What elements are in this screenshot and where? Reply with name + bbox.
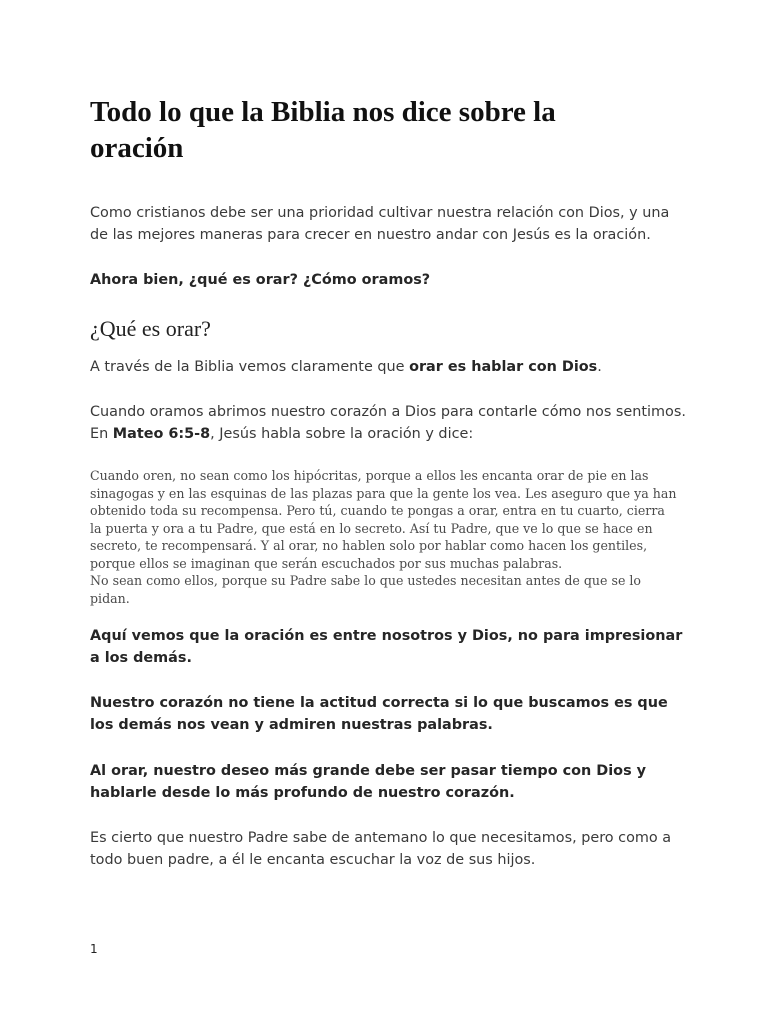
matthew-intro-suffix: , Jesús habla sobre la oración y dice: <box>210 426 474 442</box>
matthew-intro-prefix: Cuando oramos abrimos nuestro corazón a Dios para contarle cómo nos sentimos. En <box>90 404 686 442</box>
definition-suffix: . <box>597 359 602 375</box>
closing-paragraph: Es cierto que nuestro Padre sabe de antemano lo que necesitamos, pero como a todo buen padre, a él le encanta escuchar la voz de sus hijos. <box>90 830 672 868</box>
section-heading: ¿Qué es orar? <box>90 316 211 341</box>
page-title: Todo lo que la Biblia nos dice sobre la oración <box>90 96 556 164</box>
point-paragraph-2: Nuestro corazón no tiene la actitud correcta si lo que buscamos es que los demás nos vean y admiren nuestras palabras. <box>90 695 668 733</box>
scripture-quote-part-1: Cuando oren, no sean como los hipócritas, porque a ellos les encanta orar de pie en las sinagogas y en las esquinas de las plazas para que la gente los vea. Les aseguro que ya han obtenido toda su recompensa. Pero tú, cuando te pongas a orar, entra en tu cuarto, cierra la puerta y ora a tu Padre, que está en lo secreto. Así tu Padre, que ve lo que se hace en secreto, te recompensará. Y al orar, no hablen solo por hablar como hacen los gentiles, porque ellos se imaginan que serán escuchados por sus muchas palabras. <box>90 468 677 571</box>
definition-prefix: A través de la Biblia vemos claramente que <box>90 359 410 375</box>
scripture-reference: Mateo 6:5-8 <box>112 426 211 442</box>
matthew-intro-paragraph <box>90 401 690 445</box>
definition-emphasis: orar es hablar con Dios <box>409 359 598 375</box>
question-paragraph: Ahora bien, ¿qué es orar? ¿Cómo oramos? <box>90 272 431 288</box>
scripture-quote-part-2: No sean como ellos, porque su Padre sabe lo que ustedes necesitan antes de que se lo pidan. <box>90 573 642 606</box>
scripture-quote <box>90 467 680 607</box>
intro-paragraph: Como cristianos debe ser una prioridad cultivar nuestra relación con Dios, y una de las mejores maneras para crecer en nuestro andar con Jesús es la oración. <box>90 205 670 243</box>
page-number: 1 <box>90 942 98 956</box>
definition-paragraph <box>90 356 690 378</box>
point-paragraph-1: Aquí vemos que la oración es entre nosotros y Dios, no para impresionar a los demás. <box>90 628 683 666</box>
point-paragraph-3: Al orar, nuestro deseo más grande debe ser pasar tiempo con Dios y hablarle desde lo más profundo de nuestro corazón. <box>90 763 647 801</box>
